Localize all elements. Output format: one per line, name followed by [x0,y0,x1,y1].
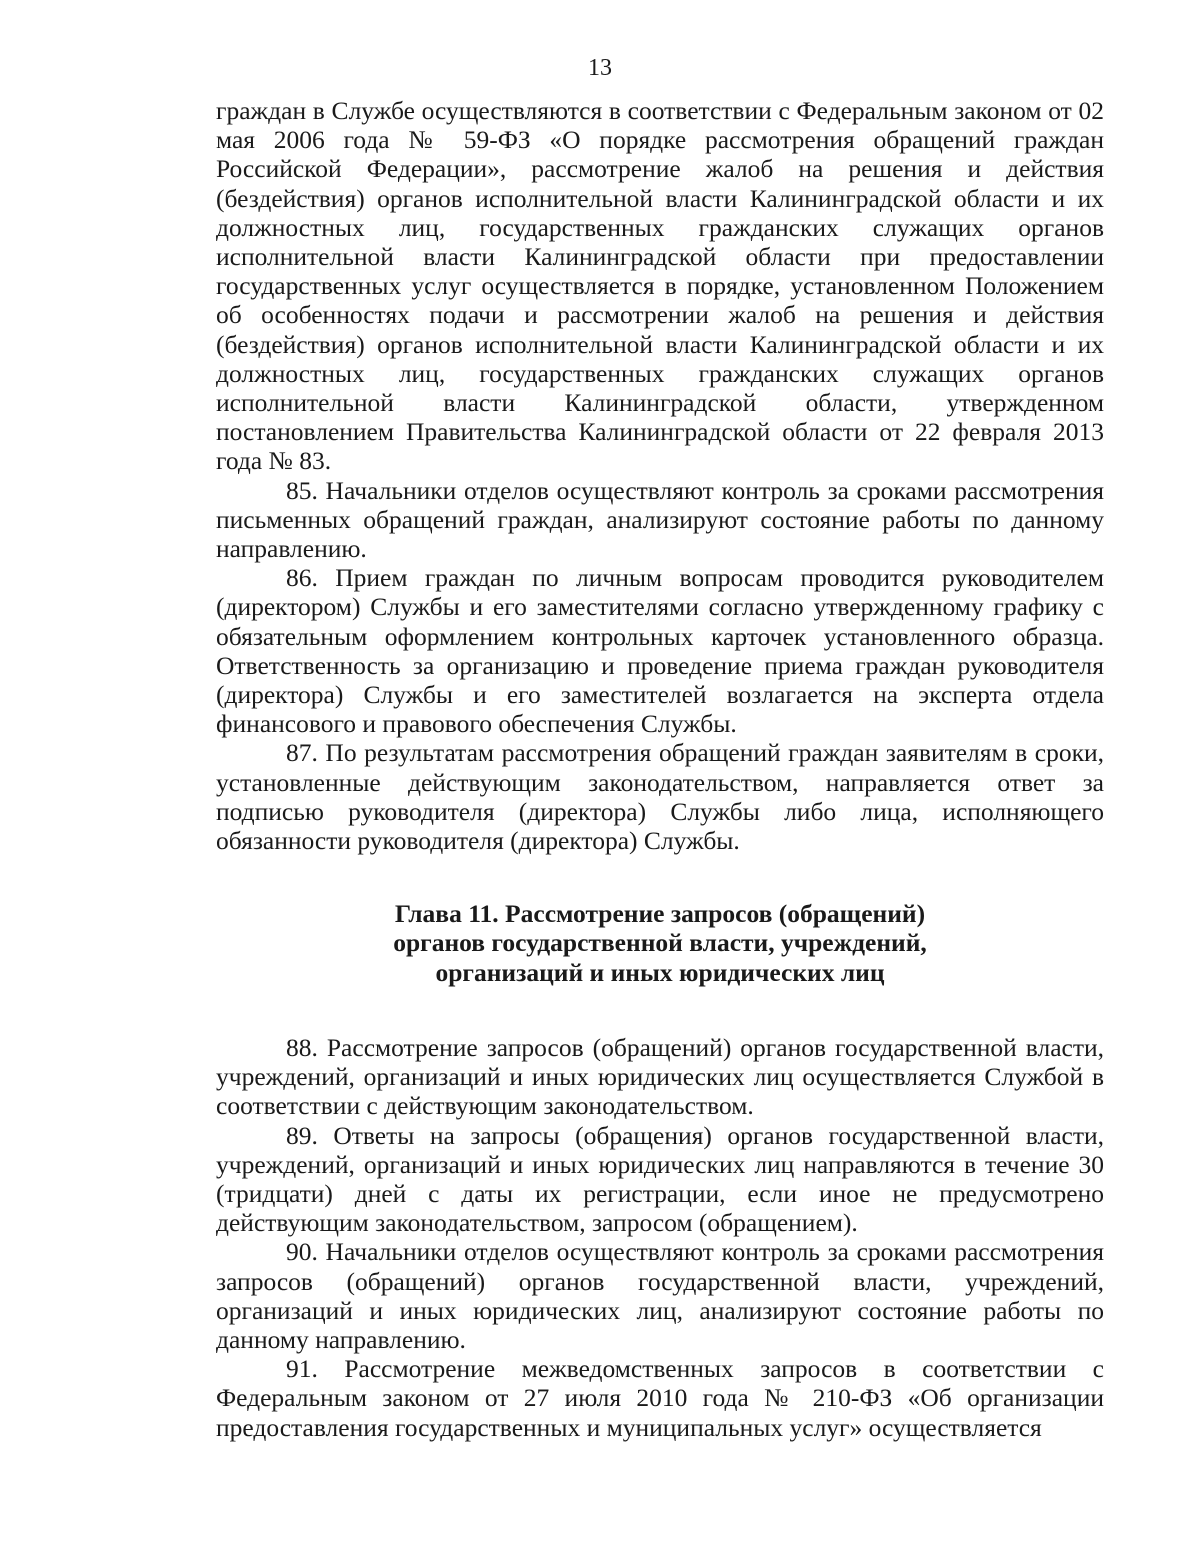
page-number: 13 [588,55,612,81]
paragraph-continuation: граждан в Службе осуществляются в соответствии с Федеральным законом от 02 мая 2006 года № 59-ФЗ «О порядке рассмотрения обращений граждан Российской Федерации», рассмотрение жалоб на решения и действия (бездействия) органов исполнительной власти Калининградской области и их должностных лиц, государственных гражданских служащих органов исполнительной власти Калининградской области при предоставлении государственных услуг осуществляется в порядке, установленном Положением об особенностях подачи и рассмотрении жалоб на решения и действия (бездействия) органов исполнительной власти Калининградской области и их должностных лиц, государственных гражданских служащих органов исполнительной власти Калининградской области, утвержденном постановлением Правительства Калининградской области от 22 февраля 2013 года № 83. [216,96,1104,476]
chapter-heading-line-1: Глава 11. Рассмотрение запросов (обращений) [394,899,926,929]
paragraph-88: 88. Рассмотрение запросов (обращений) органов государственной власти, учреждений, организаций и иных юридических лиц осуществляется Службой в соответствии с действующим законодательством. [216,1032,1104,1121]
paragraph-87: 87. По результатам рассмотрения обращений граждан заявителям в сроки, установленные действующим законодательством, направляется ответ за подписью руководителя (директора) Службы либо лица, исполняющего обязанности руководителя (директора) Службы. [216,738,1104,856]
paragraph-90: 90. Начальники отделов осуществляют контроль за сроками рассмотрения запросов (обращений) органов государственной власти, учреждений, организаций и иных юридических лиц, анализируют состояние работы по данному направлению. [216,1237,1104,1354]
paragraph-85: 85. Начальники отделов осуществляют контроль за сроками рассмотрения письменных обращений граждан, анализируют состояние работы по данному направлению. [216,475,1104,564]
chapter-heading [216,899,1104,987]
paragraph-86: 86. Прием граждан по личным вопросам проводится руководителем (директором) Службы и его заместителями согласно утвержденному графику с обязательным оформлением контрольных карточек установленного образца. Ответственность за организацию и проведение приема граждан руководителя (директора) Службы и его заместителей возлагается на эксперта отдела финансового и правового обеспечения Службы. [216,563,1104,739]
paragraph-89: 89. Ответы на запросы (обращения) органов государственной власти, учреждений, организаций и иных юридических лиц направляются в течение 30 (тридцати) дней с даты их регистрации, если иное не предусмотрено действующим законодательством, запросом (обращением). [216,1120,1104,1238]
document-body [216,96,1104,1442]
chapter-heading-line-2: органов государственной власти, учреждений, [393,928,927,958]
chapter-heading-line-3: организаций и иных юридических лиц [435,957,885,987]
paragraph-91: 91. Рассмотрение межведомственных запросов в соответствии с Федеральным законом от 27 июля 2010 года № 210-ФЗ «Об организации предоставления государственных и муниципальных услуг» осуществляется [216,1354,1104,1442]
